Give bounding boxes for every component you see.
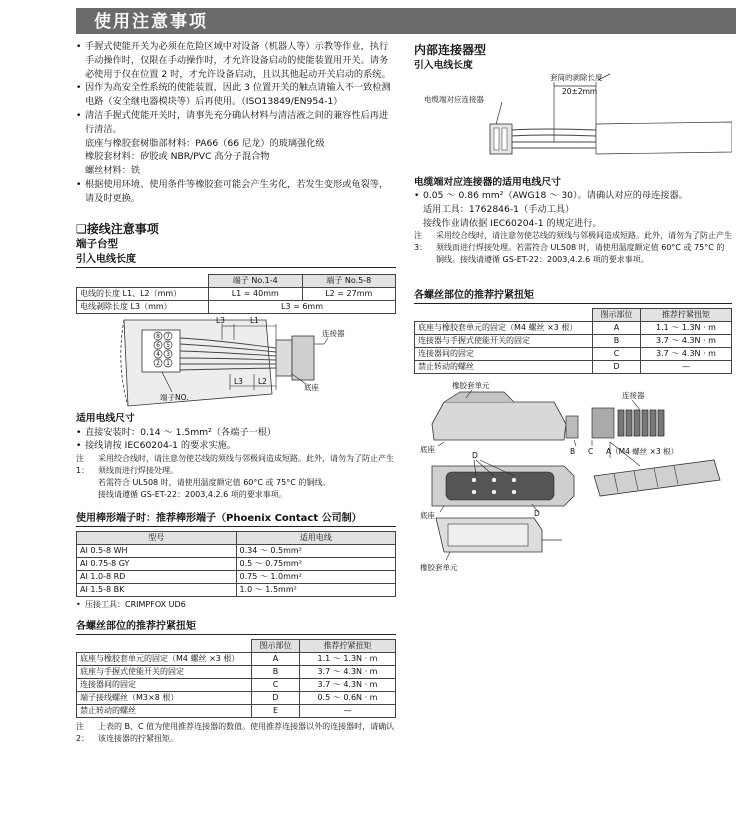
- table-row: AI 0.75-8 GY 0.5 ～ 0.75mm²: [77, 558, 396, 571]
- terminal-block-figure: [76, 314, 396, 412]
- label-d: D: [472, 451, 478, 461]
- table-row: 底座与橡胶套单元的固定（M4 螺丝 ×3 根） A 1.1 ～ 1.3N · m: [77, 653, 396, 666]
- left-column: [76, 40, 396, 745]
- label-rubber-unit: 橡胶套单元: [452, 381, 490, 391]
- table-row: 禁止转动的螺丝 D —: [415, 361, 732, 374]
- page-title: 使用注意事项: [94, 12, 208, 32]
- table-row: 连接器间的固定 C 3.7 ～ 4.3N · m: [77, 679, 396, 692]
- strip-length-label: 套筒的剥除长度: [550, 72, 603, 82]
- table-cell: L3 = 6mm: [209, 301, 396, 314]
- label-connector: 连接器: [322, 329, 345, 339]
- terminal-no: 8: [156, 333, 160, 341]
- bullet-3: • 清洁手握式使能开关时，请事先充分确认材料与清洁液之间的兼容性后再进行清洁。: [76, 109, 389, 135]
- cable-wire-title: 电缆端对应连接器的适用电线尺寸: [414, 176, 561, 188]
- label-l3-top: L3: [216, 316, 225, 326]
- torque-table-right: 图示部位 推荐拧紧扭矩 底座与橡胶套单元的固定（M4 螺丝 ×3 根） A 1.1 ～ 1.3N · m 连接器与手握式使能开关的固定 B 3.7 ～ 4.3N · m 连接器间的固定 C 3.7 ～ 4.3N · m 禁止转动的螺丝 D —: [414, 308, 732, 374]
- label-base: 底座: [420, 445, 435, 455]
- note-3: 注 3： 采用绞合线时，请注意勿使芯线的须线与邻极间造成短路。此外，请勿为了防止产生须线而进行焊接处理。若需符合 UL508 时，请使用温度额定值 60°C 或 75°C 的铜线。接线请遵循 GS-ET-22：2003,4.2.6 项的要求事项。: [414, 231, 732, 265]
- label-c: C: [588, 447, 594, 457]
- inner-connector-title: 内部连接器型: [414, 43, 487, 57]
- table-row: AI 1.5-8 BK 1.0 ～ 1.5mm²: [77, 584, 396, 597]
- label-d-2: D: [534, 509, 540, 519]
- strip-length-value: 20±2mm: [562, 86, 598, 96]
- label-l1: L1: [250, 316, 259, 326]
- label-base-2: 底座: [420, 511, 435, 521]
- label-l2: L2: [258, 377, 267, 387]
- cable-connector-figure: [414, 72, 732, 172]
- label-base: 底座: [304, 383, 319, 393]
- material-3: 螺丝材料：铁: [85, 165, 141, 177]
- col-header: 端子 No.1-4: [209, 275, 303, 288]
- iec-note: 接线作业请依据 IEC60204-1 的规定进行。: [423, 217, 602, 229]
- wire-bullet-1: • 直接安装时：0.14 ～ 1.5mm²（各端子一根）: [76, 426, 277, 438]
- lead-length-table: [76, 274, 396, 314]
- ferrule-table: 型号 适用电线 AI 0.5-8 WH 0.34 ～ 0.5mm² AI 0.75-8 GY 0.5 ～ 0.75mm² AI 1.0-8 RD 0.75 ～ 1.0mm² AI 1.5-8 BK 1.0 ～ 1.5mm²: [76, 531, 396, 597]
- material-2: 橡胶套材料：矽胶或 NBR/PVC 高分子混合物: [85, 151, 270, 163]
- wire-size-title: 适用电线尺寸: [76, 413, 135, 425]
- table-cell: 电线的长度 L1、L2（mm）: [77, 288, 209, 301]
- torque-title-left: 各螺丝部位的推荐拧紧扭矩: [76, 619, 396, 635]
- bullet-2: • 因作为高安全性系统的使能装置，因此 3 位置开关的触点请输入不一致检测电路（安全继电器模块等）后再使用。（ISO13849/EN954-1）: [76, 82, 391, 108]
- table-row: 底座与手握式使能开关的固定 B 3.7 ～ 4.3N · m: [77, 666, 396, 679]
- table-cell: 电线剥除长度 L3（mm）: [77, 301, 209, 314]
- terminal-no: 7: [166, 333, 170, 341]
- cable-wire-bullet: • 0.05 ～ 0.86 mm²（AWG18 ～ 30）。请确认对应的母连接器。: [414, 190, 688, 202]
- terminal-no: 3: [166, 351, 170, 359]
- assembly-figure: [414, 380, 732, 578]
- table-row: 连接器间的固定 C 3.7 ～ 4.3N · m: [415, 348, 732, 361]
- torque-table-left: 图示部位 推荐拧紧扭矩 底座与橡胶套单元的固定（M4 螺丝 ×3 根） A 1.1 ～ 1.3N · m 底座与手握式使能开关的固定 B 3.7 ～ 4.3N · m 连接器间的固定 C 3.7 ～ 4.3N · m 端子接线螺丝（M3×8 根） D 0.5 ～ 0.6N · m 禁止转动的螺丝 E —: [76, 639, 396, 718]
- bullet-4: • 根据使用环境、使用条件等橡胶套可能会产生劣化，若发生变形或龟裂等，请及时更换。: [76, 178, 389, 204]
- cable-connector-label: 电缆端对应连接器: [424, 94, 484, 104]
- table-row: 端子接线螺丝（M3×8 根） D 0.5 ～ 0.6N · m: [77, 692, 396, 705]
- label-l3-bottom: L3: [234, 377, 243, 387]
- terminal-no: 1: [166, 360, 170, 368]
- assembly-drawing: [414, 380, 732, 578]
- terminal-type-title: 端子台型: [76, 238, 118, 251]
- note-2: 注 2： 上表的 B、C 值为使用推荐连接器的数值。使用推荐连接器以外的连接器时，请确认该连接器的拧紧扭矩。: [76, 722, 395, 744]
- label-rubber-unit-2: 橡胶套单元: [420, 563, 458, 573]
- table-row: AI 0.5-8 WH 0.34 ～ 0.5mm²: [77, 545, 396, 558]
- label-terminal-no: 端子NO.: [160, 393, 189, 403]
- table-row: AI 1.0-8 RD 0.75 ～ 1.0mm²: [77, 571, 396, 584]
- lead-length-title-right: 引入电线长度: [414, 59, 473, 71]
- terminal-no: 5: [166, 342, 170, 350]
- cable-connector-drawing: [414, 72, 732, 172]
- table-cell: L1 = 40mm: [209, 288, 303, 301]
- terminal-block-drawing: [76, 314, 396, 412]
- label-connector: 连接器: [622, 391, 645, 401]
- table-row: 底座与橡胶套单元的固定（M4 螺丝 ×3 根） A 1.1 ～ 1.3N · m: [415, 322, 732, 335]
- col-header: 端子 No.5-8: [302, 275, 396, 288]
- crimp-tool: • 压接工具：CRIMPFOX UD6: [76, 600, 186, 610]
- terminal-no: 2: [156, 360, 160, 368]
- wire-bullet-2: • 接线请按 IEC60204-1 的要求实施。: [76, 440, 237, 452]
- applicable-tool: 适用工具：1762846-1（手动工具）: [423, 203, 575, 215]
- label-b: B: [570, 447, 576, 457]
- ferrule-title: 使用棒形端子时：推荐棒形端子（Phoenix Contact 公司制）: [76, 511, 396, 527]
- table-cell: L2 = 27mm: [302, 288, 396, 301]
- table-row: 禁止转动的螺丝 E —: [77, 705, 396, 718]
- terminal-no: 4: [156, 351, 160, 359]
- label-a: A（M4 螺丝 ×3 根）: [606, 447, 679, 457]
- wiring-title: ❏接线注意事项: [76, 221, 159, 236]
- note-1: 注 1： 采用绞合线时，请注意勿使芯线的须线与邻极间造成短路。此外，请勿为了防止产生须线而进行焊接处理。 若需符合 UL508 时，请使用温度额定值 60°C 或 75°C 的铜线。 接线请遵循 GS-ET-22：2003,4.2.6 项的要求事项。: [76, 454, 394, 500]
- right-column: [414, 40, 732, 578]
- terminal-no: 6: [156, 342, 160, 350]
- table-row: 连接器与手握式使能开关的固定 B 3.7 ～ 4.3N · m: [415, 335, 732, 348]
- torque-title-right: 各螺丝部位的推荐拧紧扭矩: [414, 288, 732, 304]
- lead-length-title: 引入电线长度: [76, 252, 396, 268]
- bullet-1: • 手握式使能开关为必须在危险区域中对设备（机器人等）示教等作业，执行手动操作时，仅限在手动操作时，才允许设备启动的使能装置用开关。请务必使用于仅在位置 2 时，才允许设备启动，且以其他起动开关启动的系统。: [76, 41, 391, 80]
- material-1: 底座与橡胶套树脂部材料：PA66（66 尼龙）的玻璃强化级: [85, 137, 325, 149]
